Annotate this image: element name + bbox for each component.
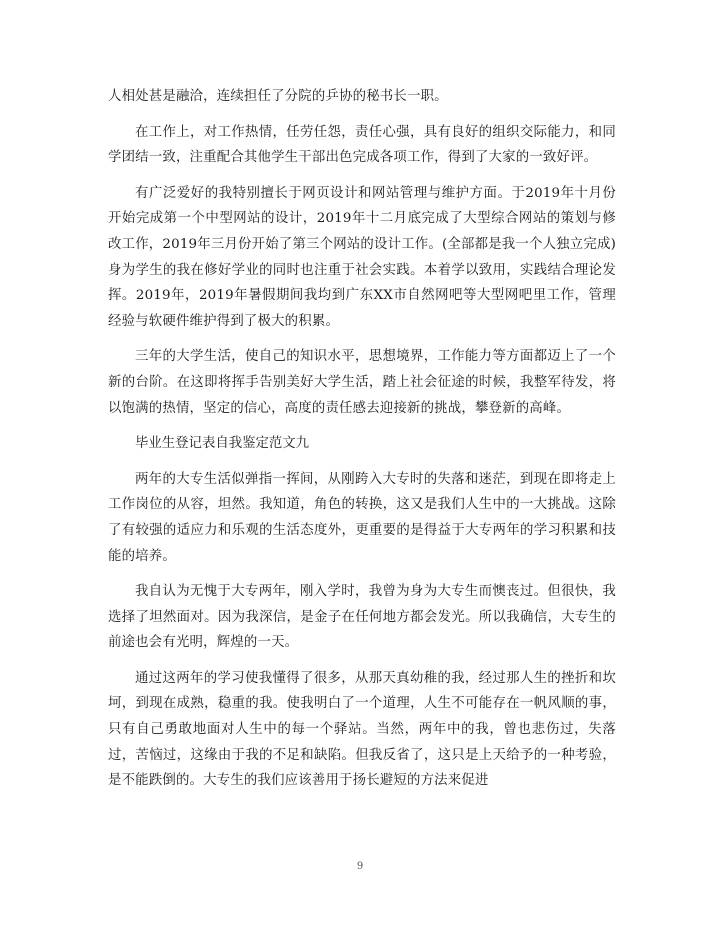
paragraph-college-life: 两年的大专生活似弹指一挥间，从刚跨入大专时的失落和迷茫，到现在即将走上工作岗位的从容，坦然。我知道，角色的转换，这又是我们人生中的一大挑战。这除了有较强的适应力和乐观的生活态度外，更重要的是得益于大专两年的学习积累和技能的培养。	[108, 471, 616, 564]
page-number: 9	[356, 861, 364, 872]
paragraph-web-design: 有广泛爱好的我特别擅长于网页设计和网站管理与维护方面。于2019年十月份开始完成第一个中型网站的设计，2019年十二月底完成了大型综合网站的策划与修改工作，2019年三月份开始了第三个网站的设计工作。(全部都是我一个人独立完成)身为学生的我在修好学业的同时也注重于社会实践。本着学以致用，实践结合理论发挥。2019年，2019年暑假期间我均到广东XX市自然网吧等大型网吧里工作，管理经验与软硬件维护得到了极大的积累。	[108, 185, 616, 329]
paragraph-continuation: 人相处甚是融洽，连续担任了分院的乒协的秘书长一职。	[108, 89, 448, 104]
section-heading: 毕业生登记表自我鉴定范文九	[135, 436, 310, 452]
paragraph-university-life: 三年的大学生活，使自己的知识水平，思想境界，工作能力等方面都迈上了一个新的台阶。在这即将挥手告别美好大学生活，踏上社会征途的时候，我整军待发，将以饱满的热情，坚定的信心，高度的责任感去迎接新的挑战，攀登新的高峰。	[108, 349, 616, 416]
paragraph-growth: 通过这两年的学习使我懂得了很多，从那天真幼稚的我，经过那人生的挫折和坎坷，到现在成熟，稳重的我。使我明白了一个道理，人生不可能存在一帆风顺的事，只有自己勇敢地面对人生中的每一个驿站。当然，两年中的我，曾也悲伤过，失落过，苦恼过，这缘由于我的不足和缺陷。但我反省了，这只是上天给予的一种考验，是不能跌倒的。大专生的我们应该善用于扬长避短的方法来促进	[108, 670, 616, 789]
paragraph-self-confidence: 我自认为无愧于大专两年，刚入学时，我曾为身为大专生而懊丧过。但很快，我选择了坦然面对。因为我深信，是金子在任何地方都会发光。所以我确信，大专生的前途也会有光明，辉煌的一天。	[108, 584, 616, 651]
paragraph-work-attitude: 在工作上，对工作热情，任劳任怨，责任心强，具有良好的组织交际能力，和同学团结一致，注重配合其他学生干部出色完成各项工作，得到了大家的一致好评。	[108, 124, 616, 166]
document-body	[108, 84, 616, 804]
